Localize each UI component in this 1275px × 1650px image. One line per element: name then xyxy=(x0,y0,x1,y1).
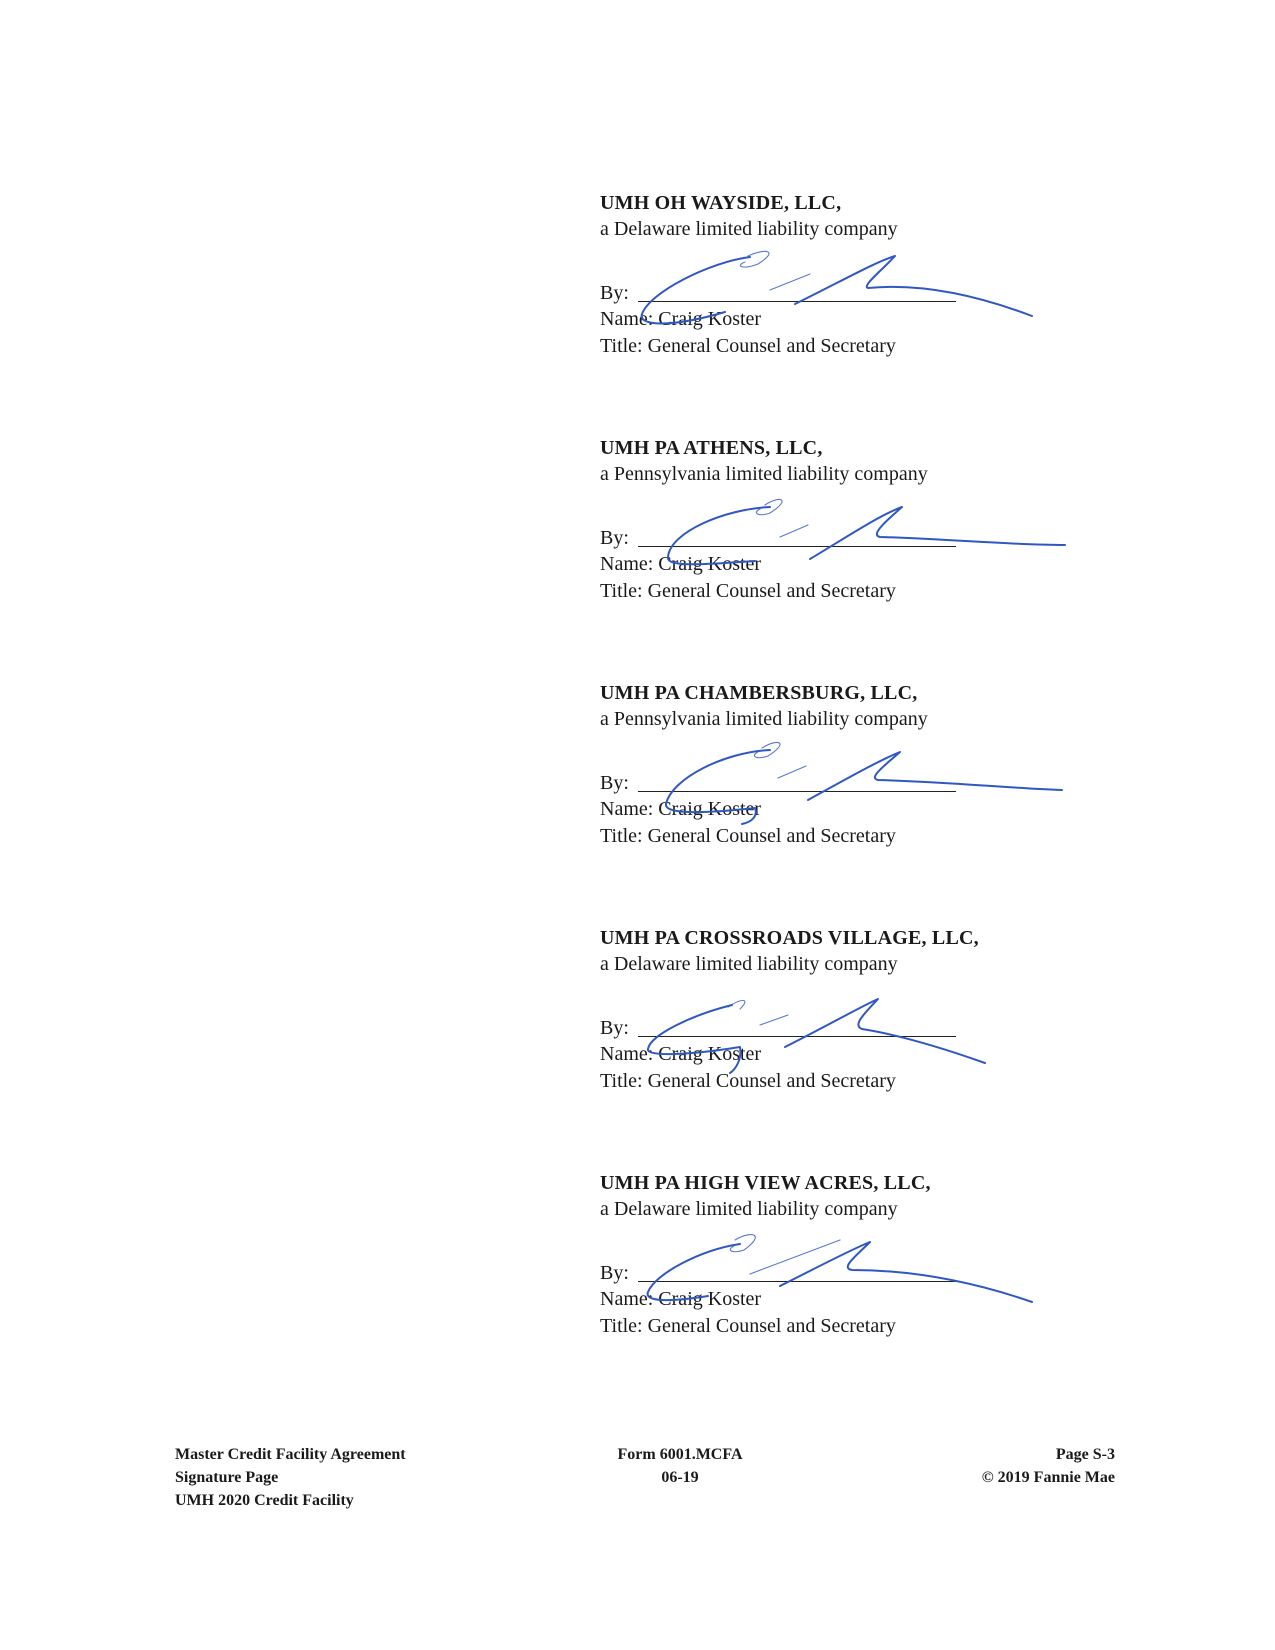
signatory-title: Title: General Counsel and Secretary xyxy=(600,1315,896,1337)
signatory-name: Name: Craig Koster xyxy=(600,1043,762,1065)
signature-block xyxy=(600,435,1120,605)
signature-rule xyxy=(638,301,956,302)
footer-page-number: Page S-3 xyxy=(1055,1446,1115,1463)
signature-block xyxy=(600,1170,1120,1340)
signature-line xyxy=(600,1252,1120,1286)
company-name: UMH PA ATHENS, LLC, xyxy=(600,437,823,459)
company-name: UMH PA CHAMBERSBURG, LLC, xyxy=(600,682,918,704)
footer-form-number: Form 6001.MCFA xyxy=(617,1446,743,1463)
signatory-title: Title: General Counsel and Secretary xyxy=(600,1070,896,1092)
footer-right xyxy=(905,1443,1115,1489)
signature-block xyxy=(600,925,1120,1095)
signature-line xyxy=(600,272,1120,306)
company-descriptor: a Delaware limited liability company xyxy=(600,953,898,975)
signatory-title: Title: General Counsel and Secretary xyxy=(600,825,896,847)
signatory-title: Title: General Counsel and Secretary xyxy=(600,335,896,357)
signature-rule xyxy=(638,1036,956,1037)
signature-line xyxy=(600,762,1120,796)
footer-center xyxy=(600,1443,760,1489)
by-label: By: xyxy=(600,282,629,304)
by-label: By: xyxy=(600,1017,629,1039)
signatory-name: Name: Craig Koster xyxy=(600,553,762,575)
company-descriptor: a Pennsylvania limited liability company xyxy=(600,463,928,485)
footer-left xyxy=(175,1443,406,1512)
signatory-name: Name: Craig Koster xyxy=(600,798,762,820)
footer-document-name: Master Credit Facility Agreement xyxy=(175,1446,406,1463)
signature-block xyxy=(600,190,1120,360)
company-name: UMH PA CROSSROADS VILLAGE, LLC, xyxy=(600,927,979,949)
company-descriptor: a Pennsylvania limited liability company xyxy=(600,708,928,730)
signatory-name: Name: Craig Koster xyxy=(600,1288,762,1310)
company-name: UMH PA HIGH VIEW ACRES, LLC, xyxy=(600,1172,931,1194)
signatory-name: Name: Craig Koster xyxy=(600,308,762,330)
company-name: UMH OH WAYSIDE, LLC, xyxy=(600,192,842,214)
signature-rule xyxy=(638,791,956,792)
signatory-title: Title: General Counsel and Secretary xyxy=(600,580,896,602)
signature-rule xyxy=(638,1281,956,1282)
signature-block xyxy=(600,680,1120,850)
by-label: By: xyxy=(600,527,629,549)
footer-page-label: Signature Page xyxy=(175,1469,279,1486)
signature-rule xyxy=(638,546,956,547)
by-label: By: xyxy=(600,1262,629,1284)
footer-form-date: 06-19 xyxy=(661,1469,699,1486)
company-descriptor: a Delaware limited liability company xyxy=(600,218,898,240)
footer-facility-name: UMH 2020 Credit Facility xyxy=(175,1492,354,1509)
signature-line xyxy=(600,517,1120,551)
signature-line xyxy=(600,1007,1120,1041)
footer-copyright: © 2019 Fannie Mae xyxy=(981,1469,1115,1486)
company-descriptor: a Delaware limited liability company xyxy=(600,1198,898,1220)
by-label: By: xyxy=(600,772,629,794)
